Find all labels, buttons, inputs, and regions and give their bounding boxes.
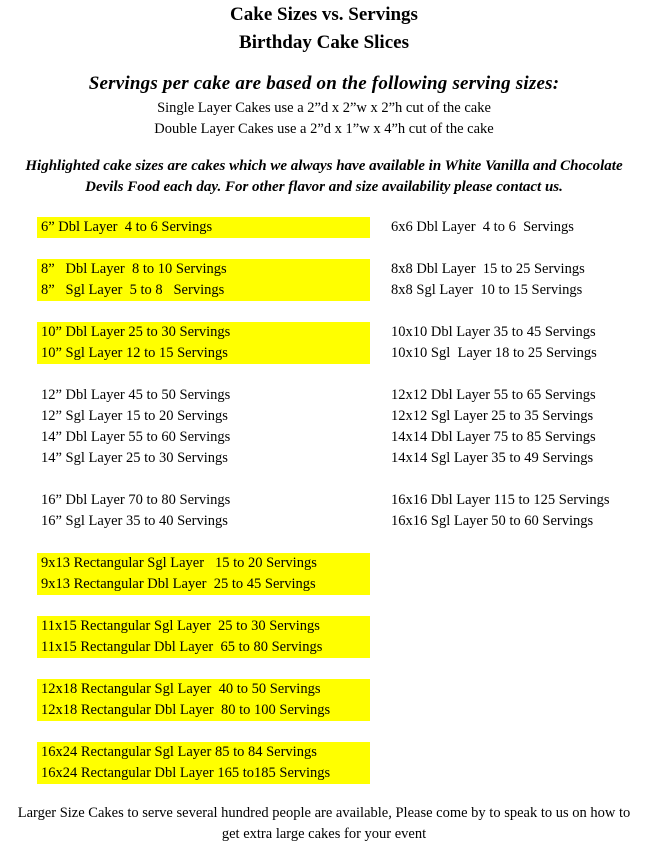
- size-row: 14x14 Sgl Layer 35 to 49 Servings: [391, 450, 594, 466]
- size-row: 10” Dbl Layer 25 to 30 Servings: [41, 324, 231, 340]
- size-group-8in: [37, 259, 370, 301]
- size-group-8x8: [389, 259, 639, 301]
- size-row: 11x15 Rectangular Dbl Layer 65 to 80 Servings: [41, 639, 323, 655]
- size-group-12-14in: [37, 385, 370, 469]
- size-row: 9x13 Rectangular Sgl Layer 15 to 20 Servings: [41, 555, 317, 571]
- size-group-10x10: [389, 322, 639, 364]
- size-row: 9x13 Rectangular Dbl Layer 25 to 45 Servings: [41, 576, 316, 592]
- footer-note: Larger Size Cakes to serve several hundred people are available, Please come by to speak to us on how to get extra large cakes for your event: [17, 805, 631, 842]
- size-row: 12x12 Dbl Layer 55 to 65 Servings: [391, 387, 596, 403]
- size-group-11x15: [37, 616, 370, 658]
- size-group-16in: [37, 490, 370, 532]
- size-row: 8x8 Sgl Layer 10 to 15 Servings: [391, 282, 583, 298]
- size-row: 11x15 Rectangular Sgl Layer 25 to 30 Servings: [41, 618, 320, 634]
- serving-heading: Servings per cake are based on the following serving sizes:: [88, 73, 560, 94]
- size-row: 16x24 Rectangular Sgl Layer 85 to 84 Servings: [41, 744, 317, 760]
- size-row: 12x12 Sgl Layer 25 to 35 Servings: [391, 408, 594, 424]
- size-row: 8” Dbl Layer 8 to 10 Servings: [41, 261, 227, 277]
- size-row: 8” Sgl Layer 5 to 8 Servings: [41, 282, 225, 298]
- size-row: 14” Sgl Layer 25 to 30 Servings: [41, 450, 228, 466]
- size-group-6in: [37, 217, 370, 238]
- size-row: 16x16 Dbl Layer 115 to 125 Servings: [391, 492, 610, 508]
- size-row: 12x18 Rectangular Dbl Layer 80 to 100 Servings: [41, 702, 331, 718]
- page-subtitle: Birthday Cake Slices: [239, 32, 409, 53]
- size-row: 16x24 Rectangular Dbl Layer 165 to185 Servings: [41, 765, 331, 781]
- size-row: 10x10 Dbl Layer 35 to 45 Servings: [391, 324, 596, 340]
- size-row: 6” Dbl Layer 4 to 6 Servings: [41, 219, 213, 235]
- size-group-6x6: [389, 217, 639, 238]
- size-row: 10” Sgl Layer 12 to 15 Servings: [41, 345, 228, 361]
- size-group-10in: [37, 322, 370, 364]
- size-row: 16” Sgl Layer 35 to 40 Servings: [41, 513, 228, 529]
- serving-rule-single: Single Layer Cakes use a 2”d x 2”w x 2”h cut of the cake: [157, 100, 491, 116]
- size-row: 6x6 Dbl Layer 4 to 6 Servings: [391, 219, 574, 235]
- size-group-9x13: [37, 553, 370, 595]
- serving-rule-double: Double Layer Cakes use a 2”d x 1”w x 4”h cut of the cake: [154, 121, 494, 137]
- size-row: 10x10 Sgl Layer 18 to 25 Servings: [391, 345, 597, 361]
- size-row: 16x16 Sgl Layer 50 to 60 Servings: [391, 513, 594, 529]
- size-group-12x18: [37, 679, 370, 721]
- size-row: 12” Dbl Layer 45 to 50 Servings: [41, 387, 231, 403]
- size-group-12x12-14x14: [389, 385, 639, 469]
- highlight-note: Highlighted cake sizes are cakes which we always have available in White Vanilla and Chocolate Devils Food each day. For other flavor and size availability please contact us.: [25, 158, 623, 195]
- size-row: 14” Dbl Layer 55 to 60 Servings: [41, 429, 231, 445]
- size-group-16x24: [37, 742, 370, 784]
- size-row: 12” Sgl Layer 15 to 20 Servings: [41, 408, 228, 424]
- size-row: 16” Dbl Layer 70 to 80 Servings: [41, 492, 231, 508]
- size-row: 12x18 Rectangular Sgl Layer 40 to 50 Servings: [41, 681, 321, 697]
- page-title: Cake Sizes vs. Servings: [230, 4, 418, 25]
- size-row: 8x8 Dbl Layer 15 to 25 Servings: [391, 261, 585, 277]
- size-group-16x16: [389, 490, 639, 532]
- size-row: 14x14 Dbl Layer 75 to 85 Servings: [391, 429, 596, 445]
